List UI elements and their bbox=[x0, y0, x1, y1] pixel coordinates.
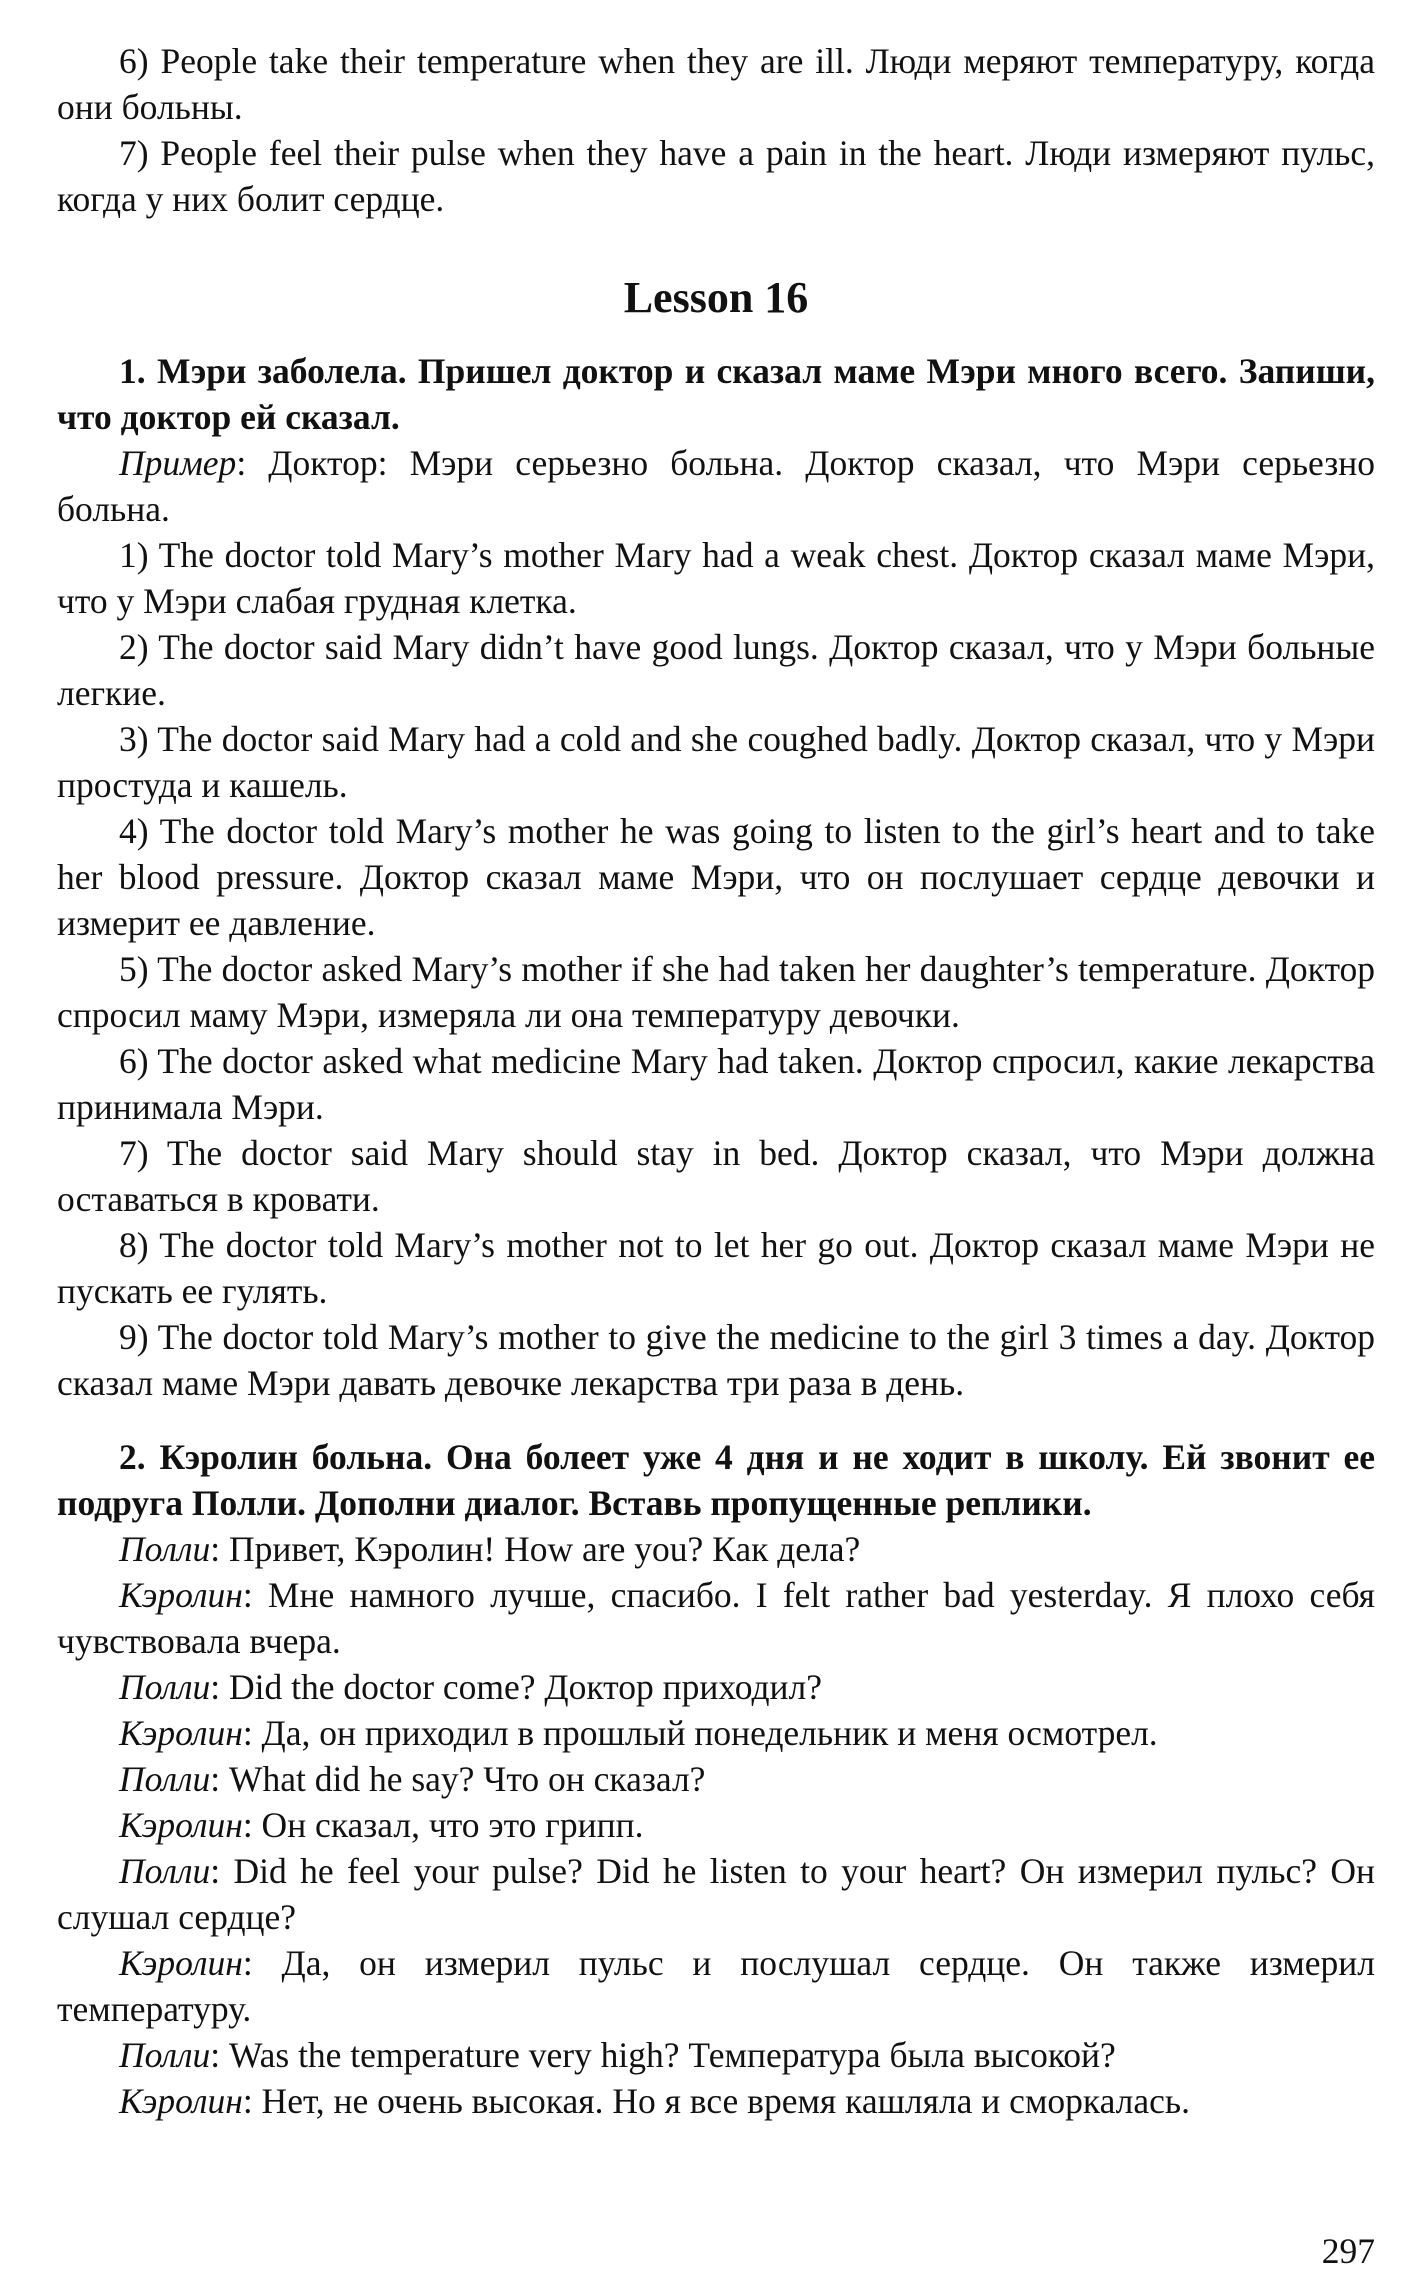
example-label: Пример bbox=[119, 443, 237, 483]
speaker-name: Кэролин bbox=[119, 1713, 243, 1753]
speaker-name: Кэролин bbox=[119, 1943, 243, 1983]
task1-heading: 1. Мэри заболела. Пришел доктор и сказал маме Мэри много всего. Запиши, что доктор ей сказал. bbox=[57, 351, 1375, 437]
task2-heading: 2. Кэролин больна. Она болеет уже 4 дня и не ходит в школу. Ей звонит ее подруга Полли. Дополни диалог. Вставь пропущенные реплики. bbox=[57, 1437, 1375, 1523]
dialogue-text: : Он сказал, что это грипп. bbox=[242, 1805, 644, 1845]
speaker-name: Полли bbox=[119, 1759, 211, 1799]
task1-item: 4) The doctor told Mary’s mother he was going to listen to the girl’s heart and to take her blood pressure. Доктор сказал маме Мэри, что он послушает сердце девочки и измерит ее давление. bbox=[57, 811, 1375, 943]
dialogue-text: : What did he say? Что он сказал? bbox=[210, 1759, 706, 1799]
dialogue-text: : Да, он измерил пульс и послушал сердце. Он также измерил температуру. bbox=[57, 1943, 1375, 2029]
dialogue-line bbox=[57, 1710, 1375, 1756]
dialogue-line bbox=[57, 1572, 1375, 1664]
dialogue-line bbox=[57, 1848, 1375, 1940]
dialogue-line bbox=[57, 2078, 1375, 2124]
task1-item: 2) The doctor said Mary didn’t have good lungs. Доктор сказал, что у Мэри больные легкие. bbox=[57, 627, 1375, 713]
top-item: 7) People feel their pulse when they have a pain in the heart. Люди измеряют пульс, когда у них болит сердце. bbox=[57, 133, 1375, 219]
dialogue-line bbox=[57, 1526, 1375, 1572]
book-page bbox=[57, 38, 1375, 2124]
speaker-name: Кэролин bbox=[119, 2081, 243, 2121]
page-number: 297 bbox=[1321, 2231, 1375, 2271]
dialogue-text: : Мне намного лучше, спасибо. I felt rather bad yesterday. Я плохо себя чувствовала вчера. bbox=[57, 1575, 1375, 1661]
dialogue-text: : Did he feel your pulse? Did he listen to your heart? Он измерил пульс? Он слушал сердце? bbox=[57, 1851, 1375, 1937]
task1-item: 5) The doctor asked Mary’s mother if she had taken her daughter’s temperature. Доктор спросил маму Мэри, измеряла ли она температуру девочки. bbox=[57, 949, 1375, 1035]
task1-example bbox=[57, 440, 1375, 532]
top-item: 6) People take their temperature when they are ill. Люди меряют температуру, когда они больны. bbox=[57, 41, 1375, 127]
dialogue-text: : Did the doctor come? Доктор приходил? bbox=[210, 1667, 822, 1707]
dialogue-line bbox=[57, 1940, 1375, 2032]
speaker-name: Кэролин bbox=[119, 1575, 243, 1615]
task1-item: 3) The doctor said Mary had a cold and she coughed badly. Доктор сказал, что у Мэри простуда и кашель. bbox=[57, 719, 1375, 805]
task1-item: 9) The doctor told Mary’s mother to give the medicine to the girl 3 times a day. Доктор сказал маме Мэри давать девочке лекарства три раза в день. bbox=[57, 1317, 1375, 1403]
dialogue-text: : Привет, Кэролин! How are you? Как дела? bbox=[210, 1529, 861, 1569]
dialogue-line bbox=[57, 1802, 1375, 1848]
task1-item: 6) The doctor asked what medicine Mary had taken. Доктор спросил, какие лекарства принимала Мэри. bbox=[57, 1041, 1375, 1127]
lesson-title: Lesson 16 bbox=[623, 273, 809, 322]
speaker-name: Полли bbox=[119, 1667, 211, 1707]
dialogue-line bbox=[57, 2032, 1375, 2078]
task1-item: 8) The doctor told Mary’s mother not to let her go out. Доктор сказал маме Мэри не пускать ее гулять. bbox=[57, 1225, 1375, 1311]
speaker-name: Кэролин bbox=[119, 1805, 243, 1845]
speaker-name: Полли bbox=[119, 1529, 211, 1569]
speaker-name: Полли bbox=[119, 2035, 211, 2075]
dialogue-text: : Да, он приходил в прошлый понедельник и меня осмотрел. bbox=[242, 1713, 1158, 1753]
example-text: : Доктор: Мэри серьезно больна. Доктор сказал, что Мэри серьезно больна. bbox=[57, 443, 1375, 529]
dialogue-text: : Was the temperature very high? Температура была высокой? bbox=[210, 2035, 1116, 2075]
dialogue-line bbox=[57, 1664, 1375, 1710]
dialogue-text: : Нет, не очень высокая. Но я все время кашляла и сморкалась. bbox=[242, 2081, 1190, 2121]
task1-item: 1) The doctor told Mary’s mother Mary had a weak chest. Доктор сказал маме Мэри, что у Мэри слабая грудная клетка. bbox=[57, 535, 1375, 621]
task1-item: 7) The doctor said Mary should stay in bed. Доктор сказал, что Мэри должна оставаться в кровати. bbox=[57, 1133, 1375, 1219]
dialogue-line bbox=[57, 1756, 1375, 1802]
speaker-name: Полли bbox=[119, 1851, 211, 1891]
